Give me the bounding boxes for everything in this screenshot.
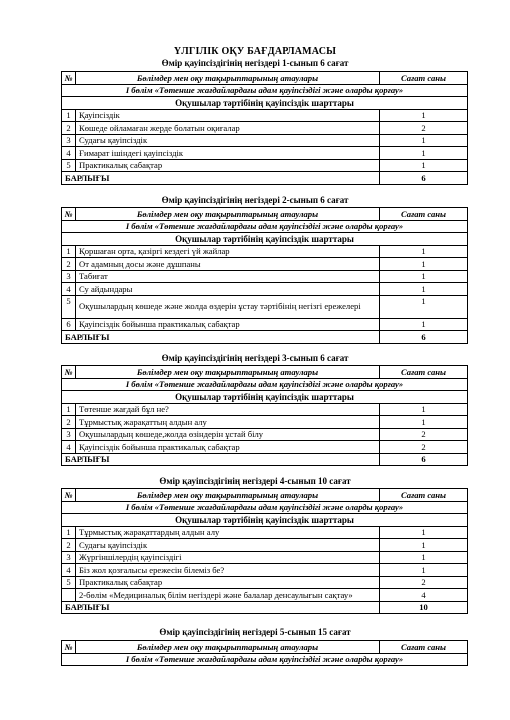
row-topic: Оқушылардың көшеде және жолда өздерін ұстау тәртібінің негізгі ережелері: [76, 295, 380, 318]
row-num: 3: [62, 270, 76, 283]
sections-header: Бөлімдер мен оқу тақырыптарының атаулары: [76, 366, 380, 379]
total-label: БАРЛЫҒЫ: [62, 172, 380, 185]
total-value: 6: [380, 172, 468, 185]
row-hours: 1: [380, 270, 468, 283]
row-topic: 2-бөлім «Медициналық білім негіздері және балалар денсаулығын сақтау»: [76, 589, 380, 602]
hours-header: Сағат саны: [380, 366, 468, 379]
grade1-table: [61, 71, 468, 185]
rules-header: Оқушылар тәртібінің қауіпсіздік шарттары: [62, 514, 468, 527]
row-num: 1: [62, 526, 76, 539]
grade5-title: Өмір қауіпсіздігінің негіздері 5-сынып 15 сағат: [159, 627, 351, 637]
num-header: №: [62, 641, 76, 654]
grade5-table: [61, 640, 468, 666]
total-row: [62, 172, 468, 185]
row-num: 6: [62, 318, 76, 331]
row-num: 2: [62, 539, 76, 552]
row-num: 1: [62, 245, 76, 258]
row-hours: 1: [380, 318, 468, 331]
row-num: [62, 589, 76, 602]
row-num: 4: [62, 147, 76, 160]
row-hours: 1: [380, 403, 468, 416]
num-header: №: [62, 489, 76, 502]
row-topic: Төтенше жағдай бұл не?: [76, 403, 380, 416]
row-hours: 2: [380, 576, 468, 589]
num-header: №: [62, 366, 76, 379]
table-row: [62, 526, 468, 539]
row-num: 3: [62, 551, 76, 564]
row-num: 1: [62, 109, 76, 122]
row-topic: Табиғат: [76, 270, 380, 283]
grade4-title: Өмір қауіпсіздігінің негіздері 4-сынып 10 сағат: [159, 476, 351, 486]
sections-header: Бөлімдер мен оқу тақырыптарының атаулары: [76, 641, 380, 654]
total-label: БАРЛЫҒЫ: [62, 331, 380, 344]
rules-header: Оқушылар тәртібінің қауіпсіздік шарттары: [62, 233, 468, 246]
row-hours: 4: [380, 589, 468, 602]
header-row: [62, 489, 468, 502]
row-topic: От адамның досы және дұшпаны: [76, 258, 380, 271]
sections-header: Бөлімдер мен оқу тақырыптарының атаулары: [76, 208, 380, 221]
table-row: [62, 564, 468, 577]
grade2-table: [61, 207, 468, 344]
rules-header: Оқушылар тәртібінің қауіпсіздік шарттары: [62, 97, 468, 110]
row-hours: 1: [380, 109, 468, 122]
row-hours: 2: [380, 428, 468, 441]
table-row: [62, 147, 468, 160]
row-num: 2: [62, 416, 76, 429]
row-hours: 1: [380, 526, 468, 539]
part-header: І бөлім «Төтенше жағдайлардағы адам қауіпсіздігі және оларды қорғау»: [62, 220, 468, 233]
table-row: [62, 270, 468, 283]
row-hours: 1: [380, 416, 468, 429]
table-row: [62, 403, 468, 416]
part-header: І бөлім «Төтенше жағдайлардағы адам қауіпсіздігі және оларды қорғау»: [62, 501, 468, 514]
row-topic: Су айдындары: [76, 283, 380, 296]
hours-header: Сағат саны: [380, 208, 468, 221]
total-label: БАРЛЫҒЫ: [62, 453, 380, 466]
row-hours: 1: [380, 551, 468, 564]
row-num: 5: [62, 576, 76, 589]
table-row: [62, 551, 468, 564]
header-row: [62, 366, 468, 379]
header-row: [62, 72, 468, 85]
row-hours: 1: [380, 564, 468, 577]
main-title: ҮЛГІЛІК ОҚУ БАҒДАРЛАМАСЫ: [173, 46, 337, 57]
grade4-table: [61, 488, 468, 614]
part-header: І бөлім «Төтенше жағдайлардағы адам қауіпсіздігі және оларды қорғау»: [62, 653, 468, 666]
row-topic: Ғимарат ішіндегі қауіпсіздік: [76, 147, 380, 160]
table-row: [62, 258, 468, 271]
sections-header: Бөлімдер мен оқу тақырыптарының атаулары: [76, 489, 380, 502]
hours-header: Сағат саны: [380, 72, 468, 85]
row-topic: Тұрмыстық жарақаттардың алдын алу: [76, 526, 380, 539]
row-hours: 1: [380, 539, 468, 552]
row-num: 4: [62, 441, 76, 454]
row-hours: 1: [380, 245, 468, 258]
table-row: [62, 109, 468, 122]
row-num: 5: [62, 295, 76, 318]
num-header: №: [62, 208, 76, 221]
table-row: [62, 539, 468, 552]
total-label: БАРЛЫҒЫ: [62, 601, 380, 614]
table-row: [62, 295, 468, 318]
row-num: 3: [62, 134, 76, 147]
row-num: 5: [62, 159, 76, 172]
row-hours: 1: [380, 258, 468, 271]
row-hours: 1: [380, 134, 468, 147]
table-row: [62, 159, 468, 172]
row-hours: 2: [380, 441, 468, 454]
row-num: 2: [62, 122, 76, 135]
grade3-table: [61, 365, 468, 466]
row-topic: Қауіпсіздік: [76, 109, 380, 122]
row-hours: 1: [380, 147, 468, 160]
row-num: 1: [62, 403, 76, 416]
grade2-title: Өмір қауіпсіздігінің негіздері 2-сынып 6 сағат: [161, 195, 349, 205]
row-topic: Судағы қауіпсіздік: [76, 134, 380, 147]
row-topic: Практикалық сабақтар: [76, 159, 380, 172]
sections-header: Бөлімдер мен оқу тақырыптарының атаулары: [76, 72, 380, 85]
row-num: 4: [62, 564, 76, 577]
table-row: [62, 122, 468, 135]
total-value: 10: [380, 601, 468, 614]
grade1-title: Өмір қауіпсіздігінің негіздері 1-сынып 6 сағат: [161, 58, 349, 68]
row-topic: Тұрмыстық жарақаттың алдын алу: [76, 416, 380, 429]
total-value: 6: [380, 453, 468, 466]
row-topic: Біз жол қозғалысы ережесін білеміз бе?: [76, 564, 380, 577]
row-num: 3: [62, 428, 76, 441]
grade3-title: Өмір қауіпсіздігінің негіздері 3-сынып 6 сағат: [161, 353, 349, 363]
table-row: [62, 576, 468, 589]
header-row: [62, 641, 468, 654]
header-row: [62, 208, 468, 221]
table-row: [62, 416, 468, 429]
hours-header: Сағат саны: [380, 641, 468, 654]
total-row: [62, 601, 468, 614]
row-hours: 1: [380, 159, 468, 172]
total-value: 6: [380, 331, 468, 344]
table-row: [62, 245, 468, 258]
row-hours: 2: [380, 122, 468, 135]
row-num: 2: [62, 258, 76, 271]
table-row: [62, 441, 468, 454]
row-topic: Жүргіншілердің қауіпсіздігі: [76, 551, 380, 564]
table-row: [62, 428, 468, 441]
row-num: 4: [62, 283, 76, 296]
table-row: [62, 283, 468, 296]
row-topic: Практикалық сабақтар: [76, 576, 380, 589]
table-row: [62, 134, 468, 147]
part-header: І бөлім «Төтенше жағдайлардағы адам қауіпсіздігі және оларды қорғау»: [62, 84, 468, 97]
row-topic: Көшеде ойламаған жерде болатын оқиғалар: [76, 122, 380, 135]
row-topic: Судағы қауіпсіздік: [76, 539, 380, 552]
rules-header: Оқушылар тәртібінің қауіпсіздік шарттары: [62, 391, 468, 404]
num-header: №: [62, 72, 76, 85]
part-header: І бөлім «Төтенше жағдайлардағы адам қауіпсіздігі және оларды қорғау»: [62, 378, 468, 391]
table-row: [62, 589, 468, 602]
total-row: [62, 331, 468, 344]
row-topic: Қауіпсіздік бойынша практикалық сабақтар: [76, 441, 380, 454]
row-topic: Оқушылардың көшеде,жолда өзіндерін ұстай білу: [76, 428, 380, 441]
table-row: [62, 318, 468, 331]
total-row: [62, 453, 468, 466]
row-hours: 1: [380, 283, 468, 296]
hours-header: Сағат саны: [380, 489, 468, 502]
row-topic: Қауіпсіздік бойынша практикалық сабақтар: [76, 318, 380, 331]
row-hours: 1: [380, 295, 468, 318]
row-topic: Қоршаған орта, қазіргі кездегі үй жайлар: [76, 245, 380, 258]
